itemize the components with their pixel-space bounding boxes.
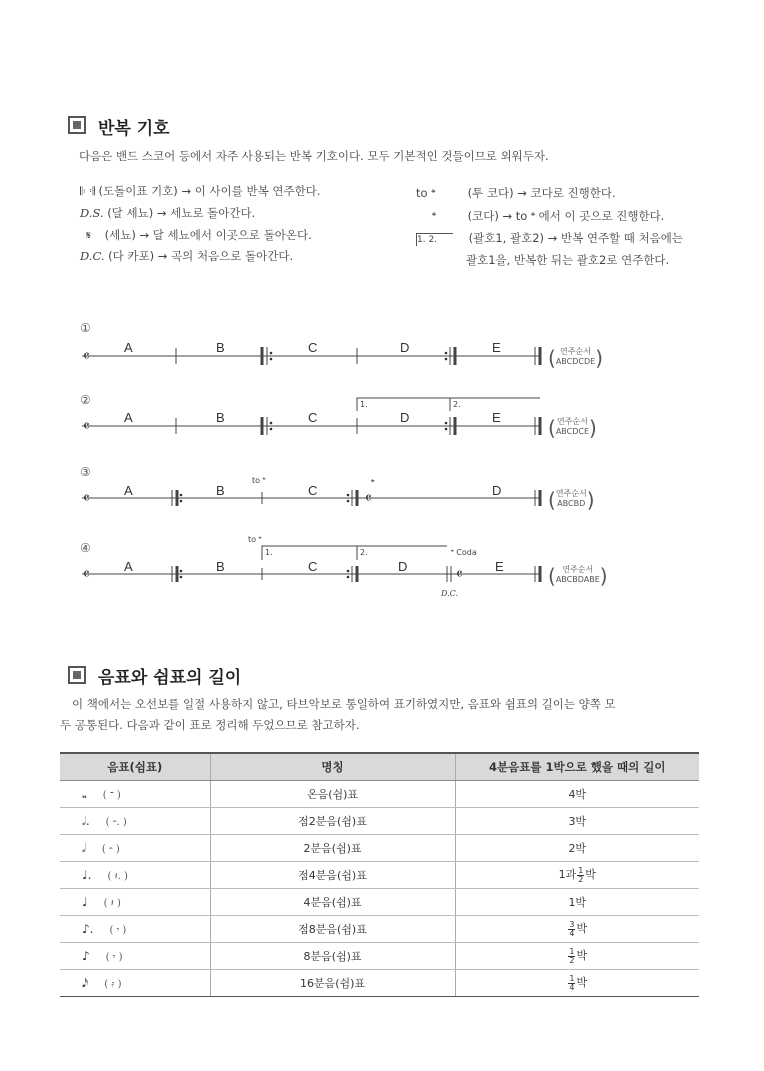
definition-item	[86, 227, 312, 243]
coda-icon: 𝄌	[371, 478, 375, 489]
section-letter: E	[492, 410, 501, 425]
note-length-table	[60, 752, 699, 997]
section-letter: D	[400, 340, 410, 355]
note-length-cell: 2박	[455, 835, 699, 862]
table-row	[60, 835, 699, 862]
note-symbol-cell	[60, 943, 210, 970]
section-letter: B	[216, 340, 225, 355]
note-name-cell: 16분음(쉼)표	[210, 970, 455, 997]
section-intro: 다음은 밴드 스코어 등에서 자주 사용되는 반복 기호이다. 모두 기본적인 것들이므로 외워두자.	[79, 149, 549, 163]
whole-note-icon: 𝅝	[82, 786, 87, 801]
section-letter: D	[400, 410, 410, 425]
half-rest-icon: ( 𝄼 )	[101, 843, 120, 855]
note-length-cell: 1과 $\frac{1}{2}$ 박	[455, 862, 699, 889]
dotted-half-note-icon: 𝅗𝅥.	[82, 813, 90, 828]
ending-brackets-symbol: 1. 2.	[416, 233, 453, 246]
section-letter: C	[308, 483, 318, 498]
sixteenth-note-icon: 𝅘𝅥𝅯	[82, 975, 89, 990]
table-row	[60, 916, 699, 943]
note-symbol-cell	[60, 889, 210, 916]
to-coda-marker: to 𝄌	[252, 476, 266, 485]
section-letter: E	[492, 340, 501, 355]
note-name-cell: 점2분음(쉼)표	[210, 808, 455, 835]
table-row	[60, 862, 699, 889]
definition-item	[416, 230, 683, 246]
definition-text: (코다) → to 𝄌 에서 이 곳으로 진행한다.	[467, 209, 665, 223]
note-symbol-cell	[60, 916, 210, 943]
note-name-cell: 온음(쉼)표	[210, 781, 455, 808]
column-header: 음표(쉼표)	[60, 753, 210, 781]
section-icon	[68, 666, 86, 684]
section-letter: A	[124, 559, 133, 574]
table-header-row	[60, 753, 699, 781]
example-number: ②	[80, 393, 91, 407]
section-letter: C	[308, 340, 318, 355]
section-letter: B	[216, 559, 225, 574]
eighth-note-icon: ♪	[82, 949, 90, 963]
da-capo-symbol: D.C.	[80, 249, 105, 263]
ending-1-label: 1.	[265, 548, 273, 557]
definition-text-continued: 괄호1을, 반복한 뒤는 괄호2로 연주한다.	[466, 253, 670, 267]
definition-item	[80, 248, 293, 264]
repeat-sign-icon: 𝄆 𝄇	[80, 184, 95, 198]
common-time-icon: 𝄴	[83, 565, 90, 583]
common-time-icon: 𝄴	[83, 417, 90, 435]
repeat-examples-diagram	[0, 310, 764, 610]
dotted-quarter-note-icon: ♩.	[82, 868, 92, 882]
table-row	[60, 943, 699, 970]
table-row	[60, 808, 699, 835]
section-letter: D	[492, 483, 502, 498]
to-coda-symbol: to 𝄌	[416, 186, 436, 200]
whole-rest-icon: ( 𝄻 )	[102, 789, 121, 801]
playback-order: ( 연주순서 ABCBD )	[548, 488, 595, 512]
section-title-note-lengths: 음표와 쉼표의 길이	[98, 668, 242, 688]
common-time-icon: 𝄴	[456, 565, 463, 583]
section-intro: 두 공통된다. 다음과 같이 표로 정리해 두었으므로 참고하자.	[60, 718, 360, 732]
definition-item	[80, 205, 255, 221]
ending-2-bracket	[357, 546, 447, 560]
ending-1-bracket	[262, 546, 357, 560]
section-letter: D	[398, 559, 408, 574]
note-name-cell: 8분음(쉼)표	[210, 943, 455, 970]
table-row	[60, 781, 699, 808]
note-length-cell: $\frac{3}{4}$ 박	[455, 916, 699, 943]
da-capo-marker: D.C.	[441, 589, 459, 598]
ending-2-label: 2.	[360, 548, 368, 557]
sixteenth-rest-icon: ( 𝄿 )	[104, 978, 122, 990]
note-length-cell: 4박	[455, 781, 699, 808]
section-letter: B	[216, 483, 225, 498]
to-coda-marker: to 𝄌	[248, 535, 262, 544]
note-name-cell: 2분음(쉼)표	[210, 835, 455, 862]
column-header: 명칭	[210, 753, 455, 781]
table-row	[60, 970, 699, 997]
eighth-rest-icon: ( 𝄾 )	[105, 952, 123, 963]
section-letter: A	[124, 483, 133, 498]
definition-text: (투 코다) → 코다로 진행한다.	[467, 186, 616, 200]
playback-order: ( 연주순서 ABCDCE )	[548, 416, 597, 440]
definition-item	[416, 185, 616, 201]
definition-item	[80, 183, 320, 199]
section-letter: A	[124, 410, 133, 425]
definition-text: (괄호1, 괄호2) → 반복 연주할 때 처음에는	[468, 231, 684, 245]
dotted-half-rest-icon: ( 𝄼. )	[105, 816, 127, 828]
half-note-icon: 𝅗𝅥	[82, 840, 86, 855]
section-icon	[68, 116, 86, 134]
definition-item	[416, 208, 664, 224]
note-length-cell: $\frac{1}{4}$ 박	[455, 970, 699, 997]
note-symbol-cell	[60, 781, 210, 808]
definition-text: (달 세뇨) → 세뇨로 돌아간다.	[107, 206, 256, 220]
example-number: ①	[80, 321, 91, 335]
definition-text: (다 카포) → 곡의 처음으로 돌아간다.	[108, 249, 294, 263]
definition-text: (도돌이표 기호) → 이 사이를 반복 연주한다.	[98, 184, 321, 198]
section-letter: C	[308, 410, 318, 425]
section-letter: A	[124, 340, 133, 355]
column-header: 4분음표를 1박으로 했을 때의 길이	[455, 753, 699, 781]
note-symbol-cell	[60, 835, 210, 862]
note-length-cell: $\frac{1}{2}$ 박	[455, 943, 699, 970]
note-length-cell: 3박	[455, 808, 699, 835]
dotted-eighth-rest-icon: ( 𝄾 )	[109, 925, 127, 936]
dal-segno-symbol: D.S.	[80, 206, 104, 220]
section-letter: C	[308, 559, 318, 574]
definition-text: (세뇨) → 달 세뇨에서 이곳으로 돌아온다.	[104, 228, 312, 242]
note-name-cell: 점4분음(쉼)표	[210, 862, 455, 889]
coda-label: 𝄌 Coda	[451, 548, 477, 557]
ending-1-label: 1.	[360, 400, 368, 409]
common-time-icon: 𝄴	[365, 489, 372, 507]
section-title-repeat-signs: 반복 기호	[98, 119, 170, 139]
segno-icon: 𝄋	[86, 228, 91, 242]
section-letter: B	[216, 410, 225, 425]
playback-order: ( 연주순서 ABCBDABE )	[548, 564, 608, 588]
dotted-eighth-note-icon: ♪.	[82, 922, 94, 936]
note-symbol-cell	[60, 970, 210, 997]
example-number: ③	[80, 465, 91, 479]
coda-icon: 𝄌	[432, 209, 436, 223]
playback-order: ( 연주순서 ABCDCDE )	[548, 346, 603, 370]
section-letter: E	[495, 559, 504, 574]
note-name-cell: 4분음(쉼)표	[210, 889, 455, 916]
quarter-note-icon: ♩	[82, 895, 88, 909]
section-intro: 이 책에서는 오선보를 일절 사용하지 않고, 타브악보로 통일하여 표기하였지만, 음표와 쉼표의 길이는 양쪽 모	[72, 697, 616, 711]
note-symbol-cell	[60, 808, 210, 835]
note-name-cell: 점8분음(쉼)표	[210, 916, 455, 943]
table-row	[60, 889, 699, 916]
dotted-quarter-rest-icon: ( 𝄽. )	[107, 871, 128, 882]
note-symbol-cell	[60, 862, 210, 889]
ending-2-label: 2.	[453, 400, 461, 409]
quarter-rest-icon: ( 𝄽 )	[103, 898, 121, 909]
common-time-icon: 𝄴	[83, 489, 90, 507]
note-length-cell: 1박	[455, 889, 699, 916]
example-number: ④	[80, 541, 91, 555]
common-time-icon: 𝄴	[83, 347, 90, 365]
